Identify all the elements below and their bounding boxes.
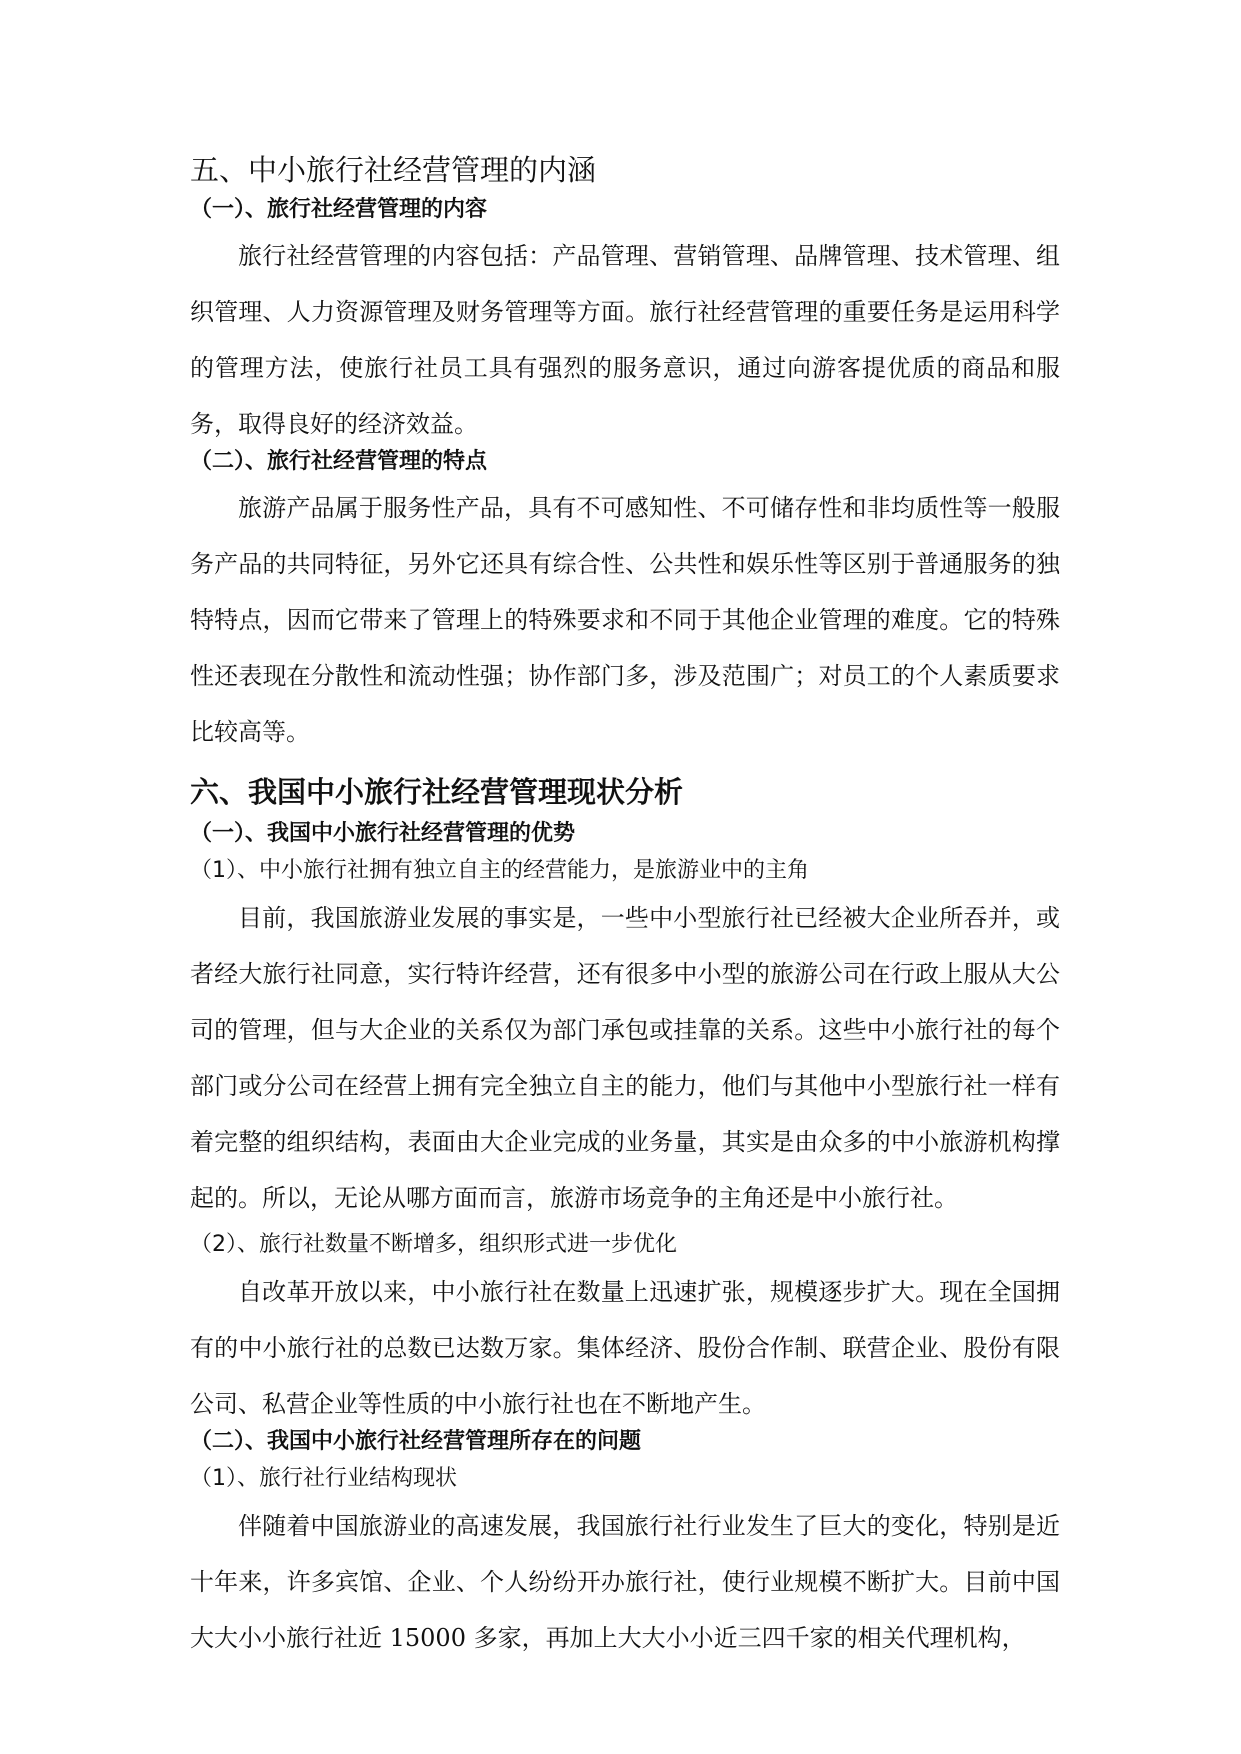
section-6-1-item-2-title: （2）、旅行社数量不断增多，组织形式进一步优化 xyxy=(190,1232,677,1257)
section-6-1-item-2-paragraph: 自改革开放以来，中小旅行社在数量上迅速扩张，规模逐步扩大。现在全国拥有的中小旅行社的总数已达数万家。集体经济、股份合作制、联营企业、股份有限公司、私营企业等性质的中小旅行社也在不断地产生。 xyxy=(190,1278,1060,1418)
section-6-1-item-1-paragraph: 目前，我国旅游业发展的事实是，一些中小型旅行社已经被大企业所吞并，或者经大旅行社同意，实行特许经营，还有很多中小型的旅游公司在行政上服从大公司的管理，但与大企业的关系仅为部门承包或挂靠的关系。这些中小旅行社的每个部门或分公司在经营上拥有完全独立自主的能力，他们与其他中小型旅行社一样有着完整的组织结构，表面由大企业完成的业务量，其实是由众多的中小旅游机构撑起的。所以，无论从哪方面而言，旅游市场竞争的主角还是中小旅行社。 xyxy=(190,904,1060,1212)
section-5-1-paragraph: 旅行社经营管理的内容包括：产品管理、营销管理、品牌管理、技术管理、组织管理、人力资源管理及财务管理等方面。旅行社经营管理的重要任务是运用科学的管理方法，使旅行社员工具有强烈的服务意识，通过向游客提优质的商品和服务，取得良好的经济效益。 xyxy=(190,242,1060,438)
section-6-title: 六、我国中小旅行社经营管理现状分析 xyxy=(190,775,684,809)
section-5-2-title: （二）、旅行社经营管理的特点 xyxy=(190,449,488,474)
section-6-1-title: （一）、我国中小旅行社经营管理的优势 xyxy=(190,821,576,846)
section-6-2-item-1-paragraph: 伴随着中国旅游业的高速发展，我国旅行社行业发生了巨大的变化，特别是近十年来，许多宾馆、企业、个人纷纷开办旅行社，使行业规模不断扩大。目前中国大大小小旅行社近 15000 多家，再加上大大小小近三四千家的相关代理机构， xyxy=(190,1512,1060,1652)
section-5-1-title: （一）、旅行社经营管理的内容 xyxy=(190,197,488,222)
section-6-2-title: （二）、我国中小旅行社经营管理所存在的问题 xyxy=(190,1429,642,1454)
section-5-2-paragraph: 旅游产品属于服务性产品，具有不可感知性、不可储存性和非均质性等一般服务产品的共同特征，另外它还具有综合性、公共性和娱乐性等区别于普通服务的独特特点，因而它带来了管理上的特殊要求和不同于其他企业管理的难度。它的特殊性还表现在分散性和流动性强；协作部门多，涉及范围广；对员工的个人素质要求比较高等。 xyxy=(190,494,1060,746)
document-page xyxy=(190,150,1060,1666)
section-5-title: 五、中小旅行社经营管理的内涵 xyxy=(190,153,597,187)
section-6-2-item-1-title: （1）、旅行社行业结构现状 xyxy=(190,1466,457,1491)
section-6-1-item-1-title: （1）、中小旅行社拥有独立自主的经营能力，是旅游业中的主角 xyxy=(190,858,809,883)
